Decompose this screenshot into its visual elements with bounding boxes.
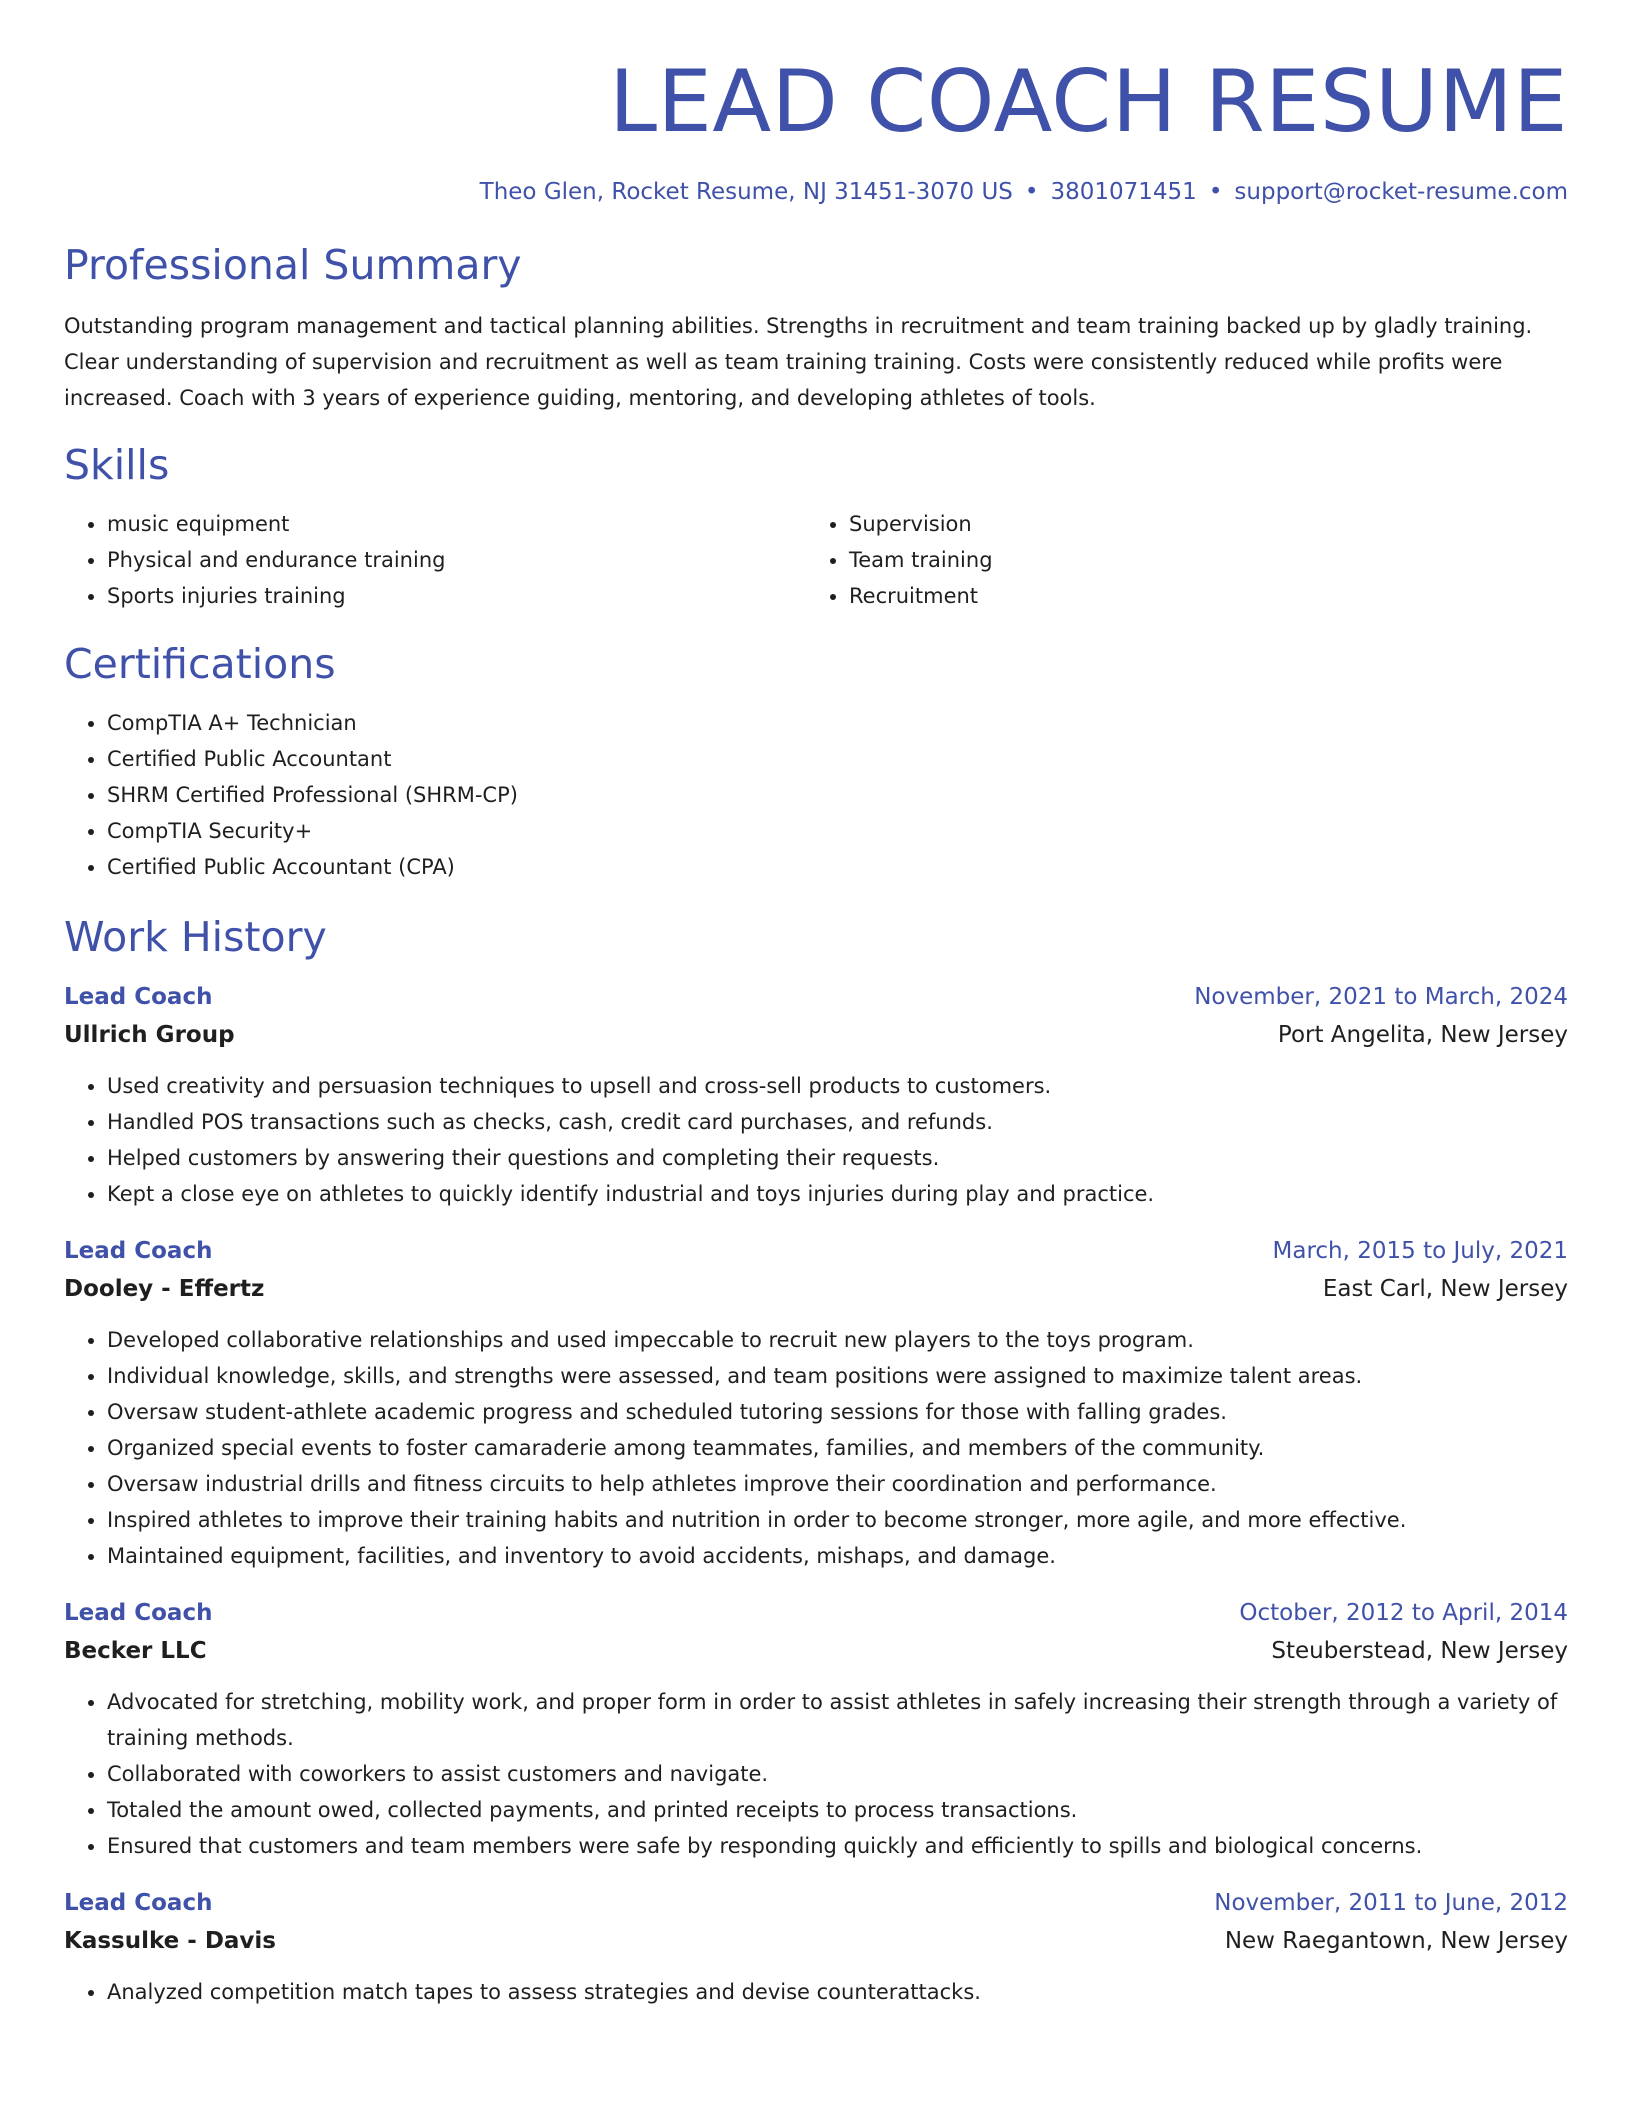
skill-item: • Team training [849,542,1548,578]
job-entry [64,1232,1568,1574]
skills-list-right [806,506,1548,614]
job-duties-list [64,1068,1568,1212]
job-duty: • Ensured that customers and team members were safe by responding quickly and efficiently to spills and biological concerns. [107,1828,1568,1864]
work-history-section [64,912,1568,2010]
contact-address: Theo Glen, Rocket Resume, NJ 31451-3070 US [479,179,1013,205]
job-duty: • Individual knowledge, skills, and strengths were assessed, and team positions were assigned to maximize talent areas. [107,1358,1568,1394]
certification-item: • CompTIA Security+ [107,813,1568,849]
job-title: Lead Coach [64,984,213,1010]
job-location: New Raegantown, New Jersey [1224,1928,1568,1954]
certifications-section [64,639,1568,885]
job-title: Lead Coach [64,1890,213,1916]
job-duty: • Maintained equipment, facilities, and inventory to avoid accidents, mishaps, and damage. [107,1538,1568,1574]
skill-item: • Recruitment [849,578,1548,614]
contact-separator: • [1024,179,1039,205]
job-duties-list [64,1974,1568,2010]
job-duty: • Kept a close eye on athletes to quickly identify industrial and toys injuries during play and practice. [107,1176,1568,1212]
skill-item: • Sports injuries training [107,578,806,614]
job-title: Lead Coach [64,1600,213,1626]
job-dates: October, 2012 to April, 2014 [1239,1600,1568,1626]
job-entry [64,978,1568,1212]
job-company: Dooley - Effertz [64,1276,265,1302]
job-company: Kassulke - Davis [64,1928,276,1954]
job-dates: November, 2021 to March, 2024 [1194,984,1568,1010]
job-duty: • Oversaw student-athlete academic progress and scheduled tutoring sessions for those with falling grades. [107,1394,1568,1430]
job-duties-list [64,1684,1568,1864]
job-dates: November, 2011 to June, 2012 [1214,1890,1568,1916]
job-location: East Carl, New Jersey [1322,1276,1568,1302]
job-duty: • Handled POS transactions such as checks, cash, credit card purchases, and refunds. [107,1104,1568,1140]
certification-item: • Certified Public Accountant [107,741,1568,777]
job-duty: • Totaled the amount owed, collected payments, and printed receipts to process transactions. [107,1792,1568,1828]
job-duty: • Inspired athletes to improve their training habits and nutrition in order to become stronger, more agile, and more effective. [107,1502,1568,1538]
skill-item: • Supervision [849,506,1548,542]
job-duty: • Used creativity and persuasion techniques to upsell and cross-sell products to customers. [107,1068,1568,1104]
job-duty: • Oversaw industrial drills and fitness circuits to help athletes improve their coordination and performance. [107,1466,1568,1502]
job-duty: • Advocated for stretching, mobility work, and proper form in order to assist athletes in safely increasing their strength through a variety of training methods. [107,1684,1568,1756]
contact-line [64,177,1568,207]
skill-item: • music equipment [107,506,806,542]
skills-heading: Skills [64,441,170,489]
skills-list-left [64,506,806,614]
job-duty: • Helped customers by answering their questions and completing their requests. [107,1140,1568,1176]
job-duty: • Collaborated with coworkers to assist customers and navigate. [107,1756,1568,1792]
certification-item: • Certified Public Accountant (CPA) [107,849,1568,885]
job-company-row [64,1016,1568,1054]
job-company-row [64,1922,1568,1960]
certifications-heading: Certifications [64,640,336,688]
job-company-row [64,1632,1568,1670]
job-entry [64,1884,1568,2010]
certification-item: • CompTIA A+ Technician [107,705,1568,741]
job-title: Lead Coach [64,1238,213,1264]
job-duty: • Organized special events to foster camaraderie among teammates, families, and members of the community. [107,1430,1568,1466]
resume-title: LEAD COACH RESUME [609,52,1568,152]
certification-item: • SHRM Certified Professional (SHRM-CP) [107,777,1568,813]
contact-separator: • [1208,179,1223,205]
skill-item: • Physical and endurance training [107,542,806,578]
job-duty: • Developed collaborative relationships and used impeccable to recruit new players to the toys program. [107,1322,1568,1358]
job-location: Port Angelita, New Jersey [1277,1022,1568,1048]
resume-header [64,0,1568,207]
skills-column-right [806,506,1548,614]
job-duties-list [64,1322,1568,1574]
summary-text: Outstanding program management and tactical planning abilities. Strengths in recruitment and team training backed up by gladly training. Clear understanding of supervision and recruitment as well as team training training. Costs were consistently reduced while profits were increased. Coach with 3 years of experience guiding, mentoring, and developing athletes of tools. [64,314,1533,410]
skills-section [64,440,1568,614]
certifications-list [64,705,1568,885]
job-dates: March, 2015 to July, 2021 [1272,1238,1568,1264]
job-company: Becker LLC [64,1638,207,1664]
contact-email: support@rocket-resume.com [1234,179,1568,205]
job-title-row [64,1232,1568,1270]
work-history-heading: Work History [64,913,327,961]
job-title-row [64,1884,1568,1922]
skills-columns [64,506,1568,614]
summary-section [64,240,1568,416]
job-company-row [64,1270,1568,1308]
job-title-row [64,978,1568,1016]
job-location: Steuberstead, New Jersey [1271,1638,1568,1664]
skills-column-left [64,506,806,614]
job-entry [64,1594,1568,1864]
job-company: Ullrich Group [64,1022,235,1048]
job-duty: • Analyzed competition match tapes to assess strategies and devise counterattacks. [107,1974,1568,2010]
summary-heading: Professional Summary [64,241,522,289]
contact-phone: 3801071451 [1050,179,1197,205]
job-title-row [64,1594,1568,1632]
